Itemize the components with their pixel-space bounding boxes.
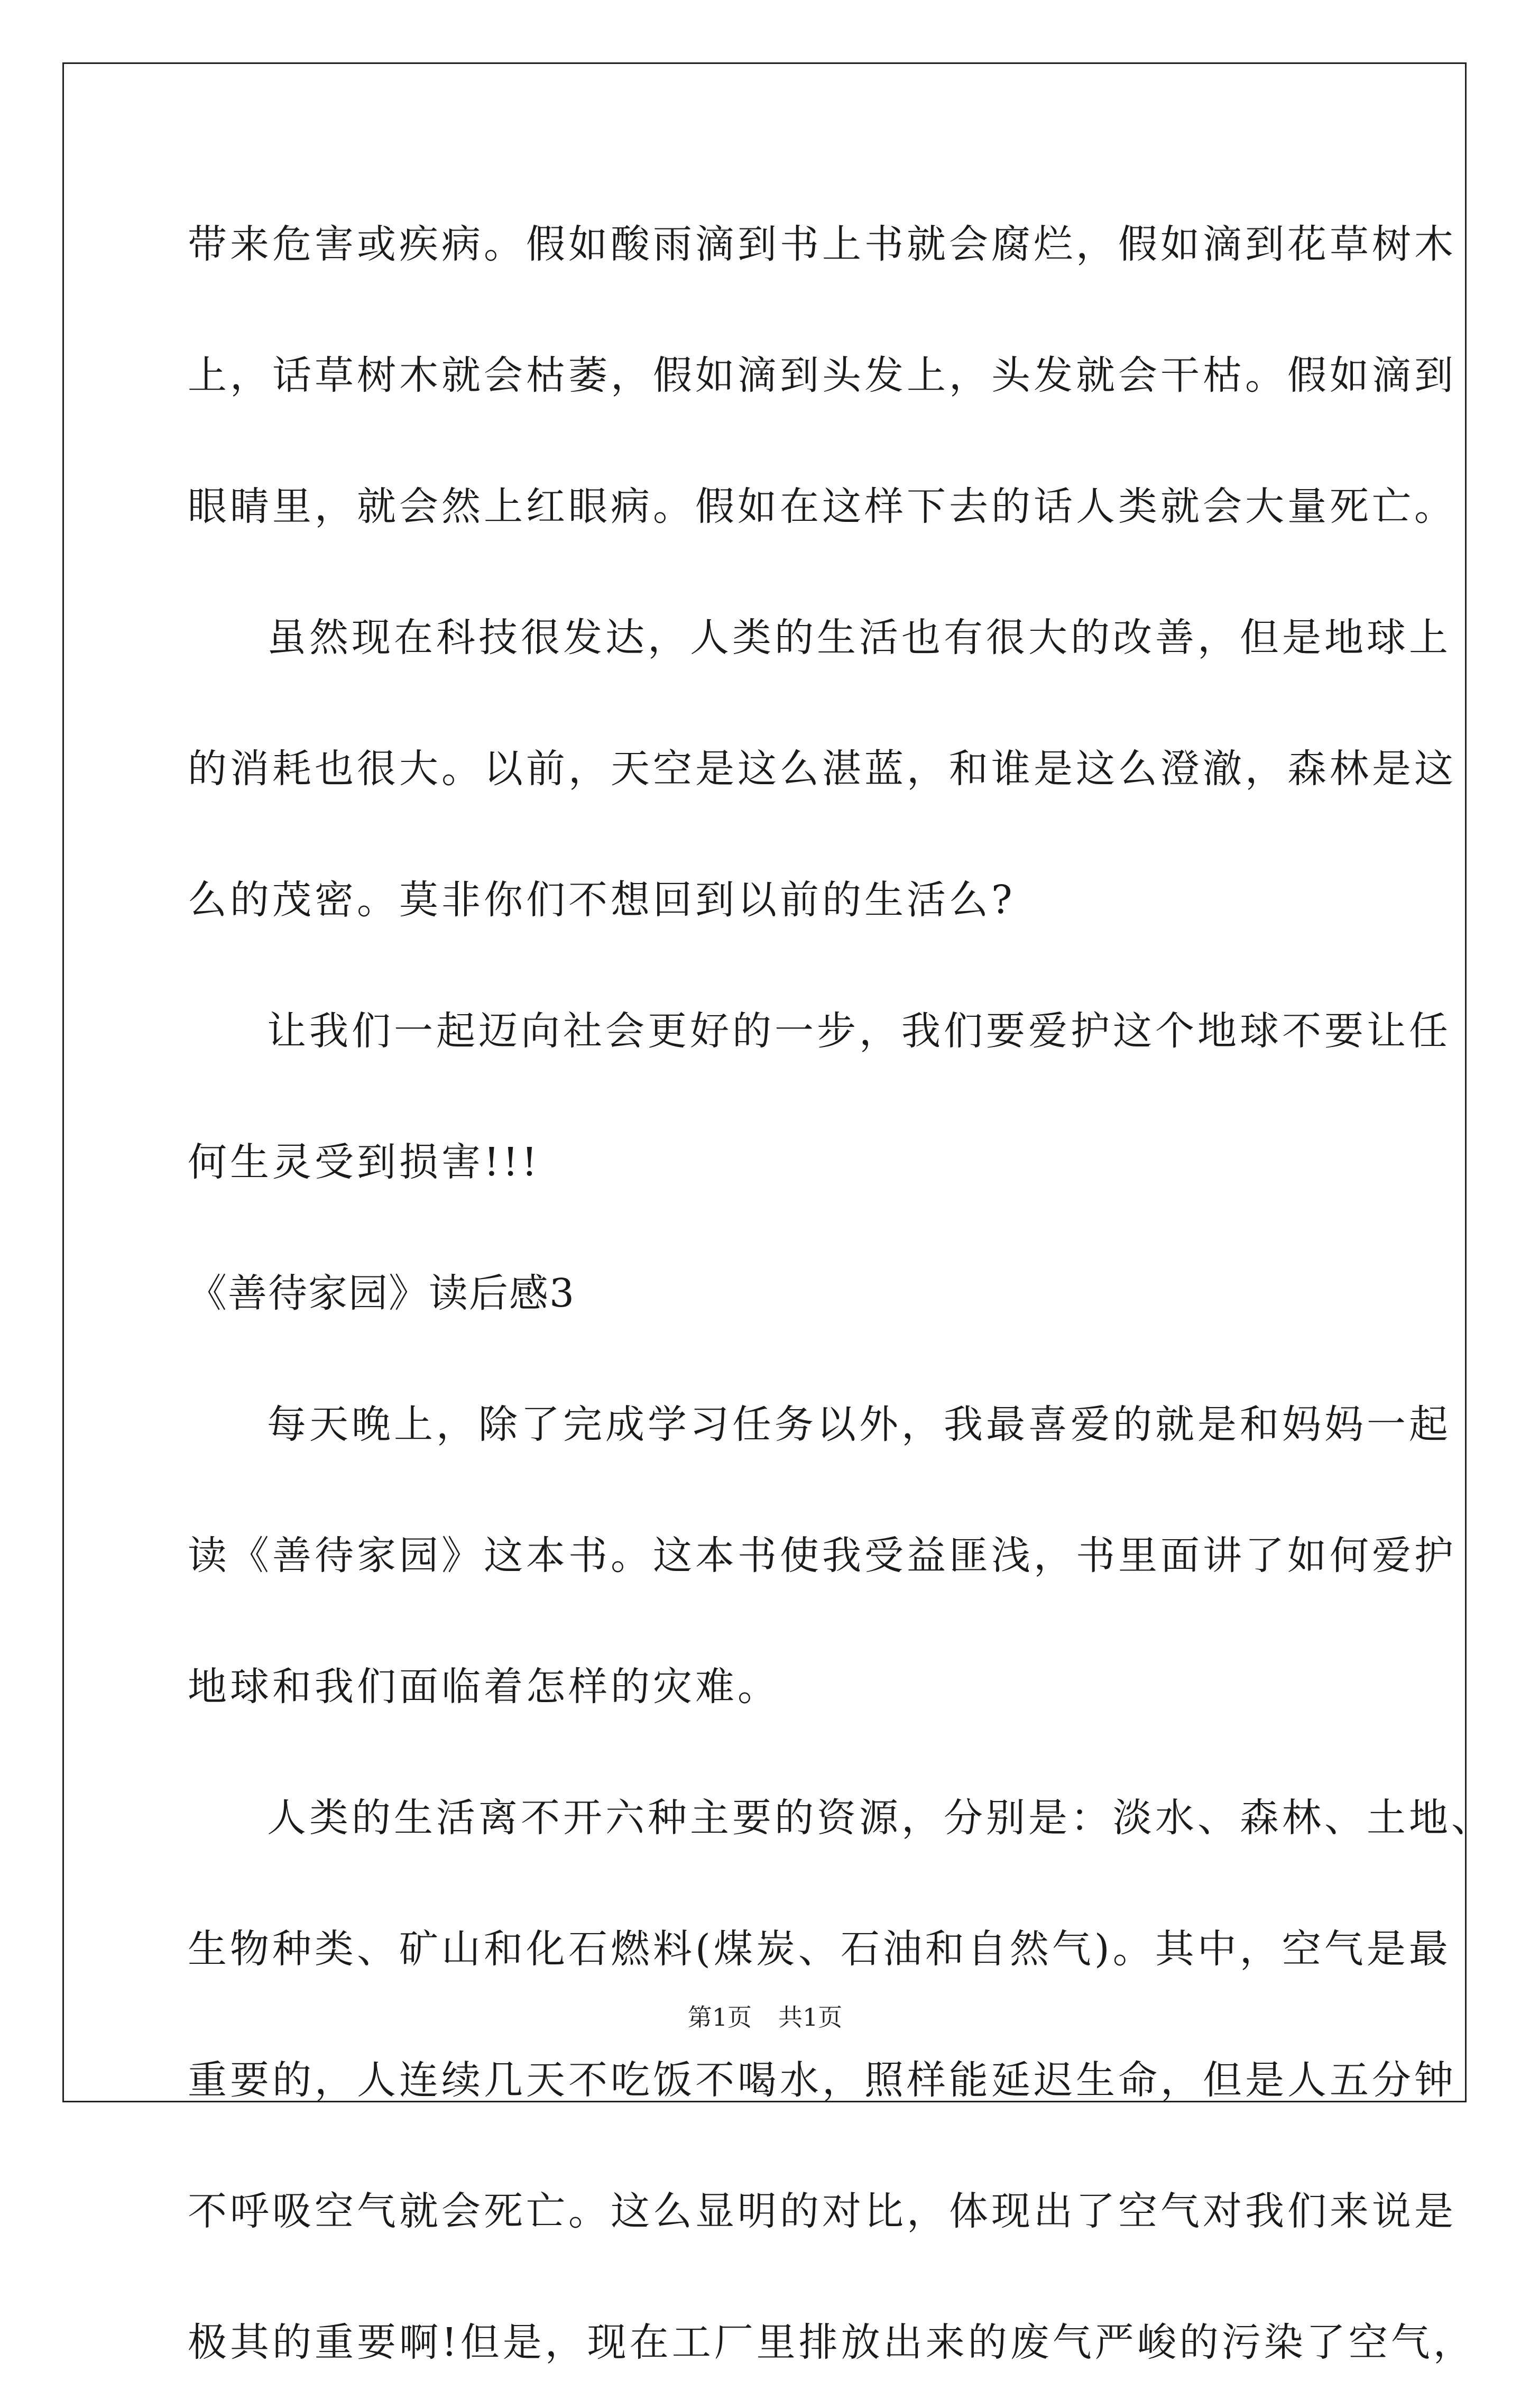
text-line-6: 么的茂密。莫非你们不想回到以前的生活么? [188,877,1016,923]
text-line-1: 带来危害或疾病。假如酸雨滴到书上书就会腐烂，假如滴到花草树木 [188,222,1457,267]
text-line-13: 人类的生活离不开六种主要的资源，分别是：淡水、森林、土地、 [267,1795,1494,1841]
text-line-12: 地球和我们面临着怎样的灾难。 [188,1664,780,1710]
text-line-10: 每天晚上，除了完成学习任务以外，我最喜爱的就是和妈妈一起 [267,1402,1451,1447]
text-line-7: 让我们一起迈向社会更好的一步，我们要爱护这个地球不要让任 [267,1008,1451,1054]
text-line-11: 读《善待家园》这本书。这本书使我受益匪浅，书里面讲了如何爱护 [188,1533,1457,1578]
page-footer [0,2001,1530,2033]
section-title: 《善待家园》读后感3 [188,1271,576,1316]
text-line-17: 极其的重要啊!但是，现在工厂里排放出来的废气严峻的污染了空气， [188,2320,1476,2365]
text-line-8: 何生灵受到损害!!! [188,1139,541,1185]
text-line-4: 虽然现在科技很发达，人类的生活也有很大的改善，但是地球上 [267,615,1451,660]
text-line-16: 不呼吸空气就会死亡。这么显明的对比，体现出了空气对我们来说是 [188,2189,1457,2234]
text-line-15: 重要的，人连续几天不吃饭不喝水，照样能延迟生命，但是人五分钟 [188,2057,1457,2103]
page-total: 共1页 [778,2003,843,2032]
text-line-14: 生物种类、矿山和化石燃料(煤炭、石油和自然气)。其中，空气是最 [188,1926,1451,1972]
page-number: 第1页 [687,2003,752,2032]
document-body [188,179,1494,2408]
text-line-3: 眼睛里，就会然上红眼病。假如在这样下去的话人类就会大量死亡。 [188,484,1457,529]
text-line-5: 的消耗也很大。以前，天空是这么湛蓝，和谁是这么澄澈，森林是这 [188,746,1457,792]
text-line-2: 上，话草树木就会枯萎，假如滴到头发上，头发就会干枯。假如滴到 [188,353,1457,398]
